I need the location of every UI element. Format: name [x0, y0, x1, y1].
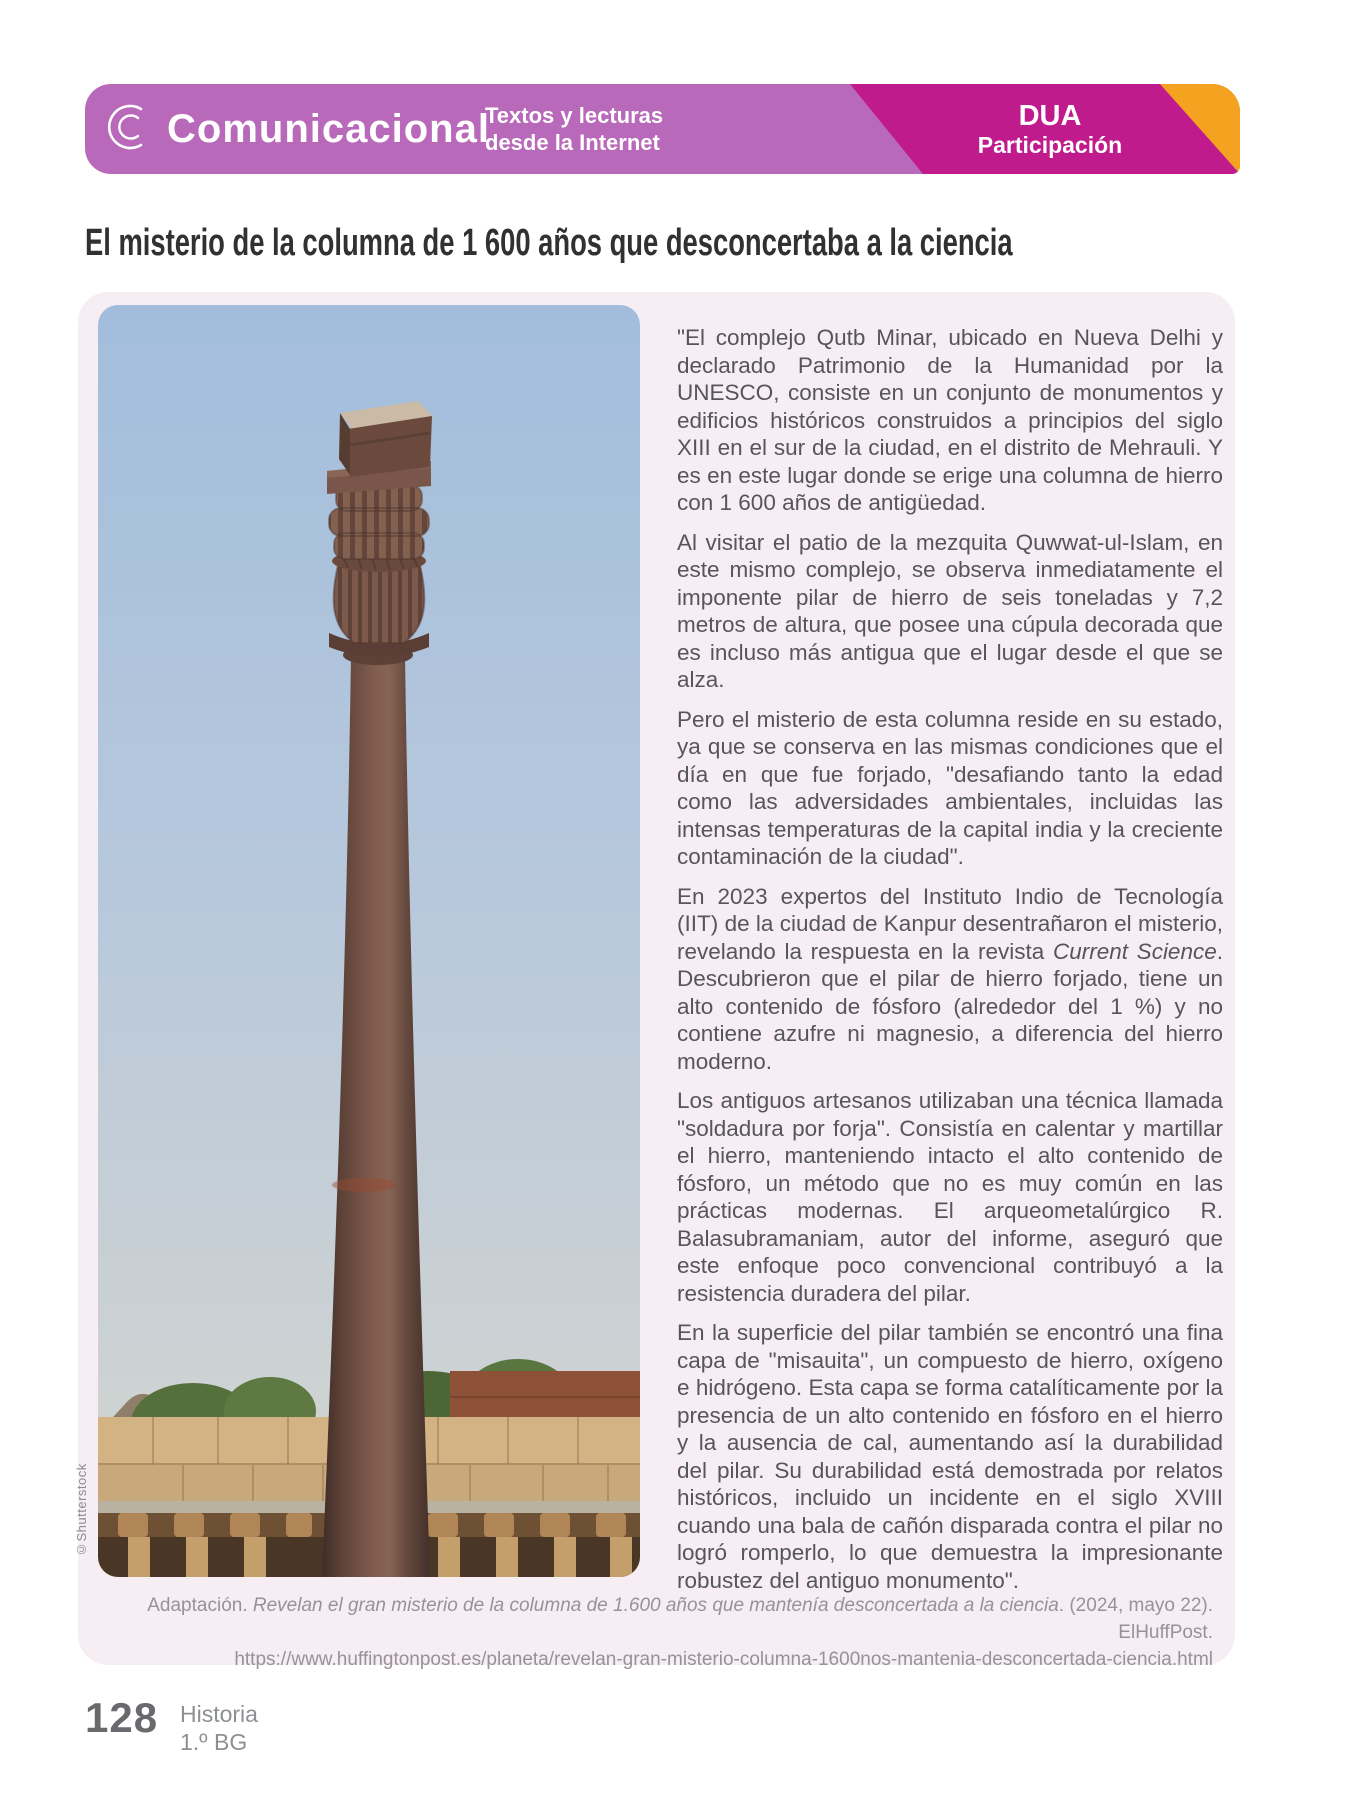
page-number: 128: [85, 1694, 159, 1741]
dua-badge-title: DUA: [1018, 100, 1082, 132]
banner-subtitle-line2: desde la Internet: [485, 130, 660, 155]
banner-subtitle-line1: Textos y lecturas: [485, 103, 664, 128]
body-paragraph: "El complejo Qutb Minar, ubicado en Nueva Delhi y declarado Patrimonio de la Humanidad por la UNESCO, consiste en un conjunto de monumentos y edificios históricos construidos a principios del siglo XIII en el sur de la ciudad, en el distrito de Mehrauli. Y es en este lugar donde se erige una columna de hierro con 1 600 años de antigüedad.: [677, 325, 1223, 515]
comunicacional-c-logo-icon: [101, 100, 155, 159]
body-paragraph: Al visitar el patio de la mezquita Quwwat-ul-Islam, en este mismo complejo, se observa inmediatamente el imponente pilar de hierro de seis toneladas y 7,2 metros de altura, que posee una cúpula decorada que es incluso más antigua que el lugar desde el que se alza.: [677, 529, 1223, 692]
body-paragraph: Los antiguos artesanos utilizaban una técnica llamada "soldadura por forja". Consistía en calentar y martillar el hierro, manteniendo intacto el alto contenido de fósforo, un método que no es muy común en las prácticas modernas. El arqueometalúrgico R. Balasubramaniam, autor del informe, aseguró que este enfoque poco convencional contribuyó a la resistencia duradera del pilar.: [677, 1088, 1223, 1306]
citation-reference-line: Adaptación. Revelan el gran misterio de la columna de 1.600 años que mantenía desconcertada a la ciencia. (2024, mayo 22). ElHuffPost.: [147, 1595, 1213, 1643]
dua-badge: [885, 84, 1215, 174]
citation-url: https://www.huffingtonpost.es/planeta/revelan-gran-misterio-columna-1600nos-mantenia-desconcertada-ciencia.html: [234, 1649, 1213, 1670]
iron-pillar-photo: [98, 305, 640, 1577]
brand-name-label: Comunicacional: [167, 106, 490, 151]
banner-subtitle: [485, 102, 663, 156]
article-title: El misterio de la columna de 1 600 años que desconcertaba a la ciencia: [85, 222, 1013, 264]
body-paragraph: En 2023 expertos del Instituto Indio de Tecnología (IIT) de la ciudad de Kanpur desentrañaron el misterio, revelando la respuesta en la revista Current Science. Descubrieron que el pilar de hierro forjado, tiene un alto contenido de fósforo (alrededor del 1 %) y no contiene azufre ni magnesio, a diferencia del hierro moderno.: [677, 883, 1223, 1074]
dua-badge-subtitle: Participación: [977, 132, 1123, 158]
photo-credit: ©Shutterstock: [74, 1463, 89, 1557]
footer-meta: [180, 1700, 258, 1756]
article-card: [74, 292, 1235, 1670]
citation: [138, 1592, 1213, 1673]
body-paragraph: En la superficie del pilar también se encontró una fina capa de "misauita", un compuesto de hierro, oxígeno e hidrógeno. Esta capa se forma catalíticamente por la presencia de un alto contenido en fósforo en el hierro y la ausencia de cal, aumentando así la durabilidad del pilar. Su durabilidad está demostrada por relatos históricos, incluido un incidente en el siglo XVIII cuando una bala de cañón disparada contra el pilar no logró romperlo, lo que demuestra la impresionante robustez del antiguo monumento".: [677, 1320, 1223, 1593]
brand-block: [101, 84, 490, 174]
header-banner: [85, 84, 1240, 174]
footer-grade: 1.º BG: [180, 1729, 248, 1755]
body-paragraph: Pero el misterio de esta columna reside en su estado, ya que se conserva en las mismas condiciones que el día en que fue forjado, "desafiando tanto la edad como las adversidades ambientales, incluidas las intensas temperaturas de la capital india y la creciente contaminación de la ciudad".: [677, 706, 1223, 869]
article-body: [677, 324, 1223, 1606]
footer-subject: Historia: [180, 1701, 258, 1727]
